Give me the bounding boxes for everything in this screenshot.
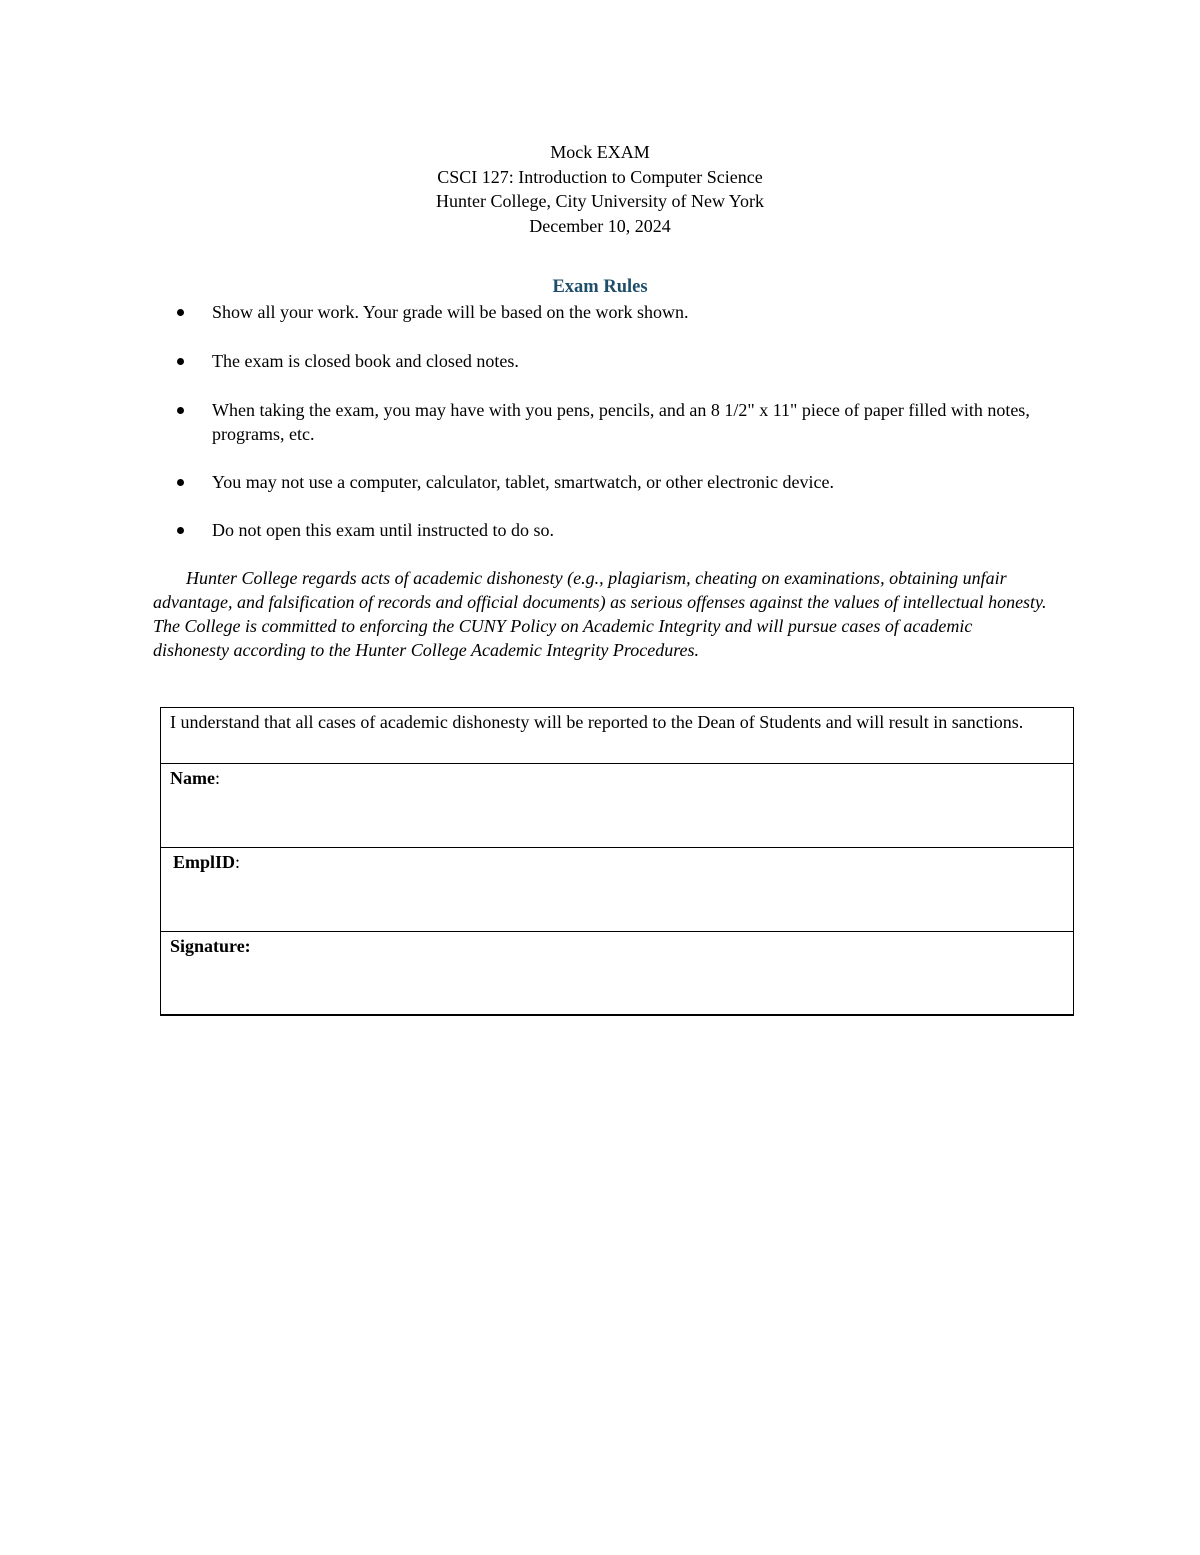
signature-form (160, 707, 1074, 1016)
exam-header (0, 140, 1200, 238)
exam-title: Mock EXAM (550, 142, 650, 162)
rule-item: When taking the exam, you may have with you pens, pencils, and an 8 1/2" x 11" piece of paper filled with notes, programs, etc. (172, 398, 1072, 447)
exam-date: December 10, 2024 (529, 215, 671, 236)
rules-list (172, 300, 1072, 543)
emplid-field[interactable] (161, 848, 1074, 932)
rule-item: Show all your work. Your grade will be based on the work shown. (172, 300, 1072, 325)
rule-item: Do not open this exam until instructed to do so. (172, 518, 1072, 543)
course-title: CSCI 127: Introduction to Computer Science (437, 166, 763, 187)
signature-label: Signature: (170, 936, 251, 956)
rule-item: You may not use a computer, calculator, tablet, smartwatch, or other electronic device. (172, 470, 1072, 495)
emplid-label: EmplID: (173, 852, 241, 872)
academic-integrity-policy: Hunter College regards acts of academic dishonesty (e.g., plagiarism, cheating on examinations, obtaining unfair advantage, and falsification of records and official documents) as serious offenses against the values of intellectual honesty. The College is committed to enforcing the CUNY Policy on Academic Integrity and will pursue cases of academic dishonesty according to the Hunter College Academic Integrity Procedures. (153, 568, 1047, 660)
rule-item: The exam is closed book and closed notes. (172, 349, 1072, 374)
name-label: Name: (170, 768, 220, 788)
rules-heading: Exam Rules (552, 277, 648, 297)
institution: Hunter College, City University of New York (436, 191, 764, 211)
name-field[interactable] (161, 764, 1074, 848)
declaration-text: I understand that all cases of academic dishonesty will be reported to the Dean of Students and will result in sanctions. (161, 708, 1074, 764)
signature-field[interactable] (161, 932, 1074, 1016)
